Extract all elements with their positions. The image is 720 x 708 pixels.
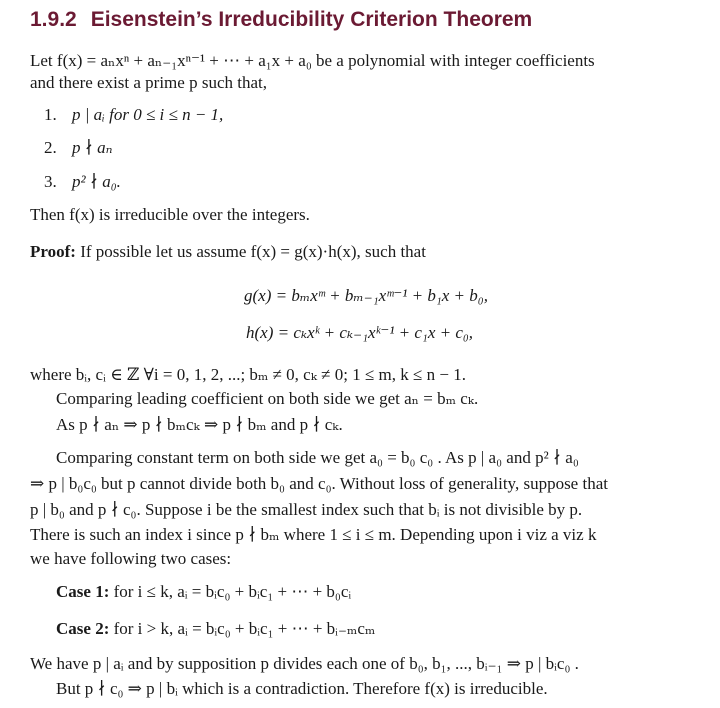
case-1-label: Case 1:: [56, 582, 110, 601]
condition-3: [44, 171, 121, 193]
section-number: 1.9.2: [30, 8, 77, 31]
proof-constant-term-5: we have following two cases:: [30, 549, 232, 568]
proof-label: Proof:: [30, 242, 76, 261]
proof-leading-divisibility: As p ∤ aₙ ⇒ p ∤ bₘcₖ ⇒ p ∤ bₘ and p ∤ cₖ.: [56, 415, 343, 434]
condition-1: [44, 104, 223, 126]
g-equation: g(x) = bₘxᵐ + bₘ₋₁xᵐ⁻¹ + b₁x + b₀,: [244, 286, 488, 305]
proof-assumption-line: [30, 241, 426, 263]
condition-2-number: 2.: [44, 138, 57, 157]
case-2-text: for i > k, aᵢ = bᵢc₀ + bᵢc₁ + ⋯ + bᵢ₋ₘcₘ: [113, 619, 376, 638]
case-1-text: for i ≤ k, aᵢ = bᵢc₀ + bᵢc₁ + ⋯ + b₀cᵢ: [113, 582, 352, 601]
proof-constant-term-2: ⇒ p | b₀c₀ but p cannot divide both b₀ and c₀. Without loss of generality, suppose that: [30, 474, 608, 493]
condition-2-text: p ∤ aₙ: [72, 138, 113, 157]
section-title: Eisenstein’s Irreducibility Criterion Theorem: [90, 8, 533, 31]
proof-constant-term-3: p | b₀ and p ∤ c₀. Suppose i be the smallest index such that bᵢ is not divisible by p.: [30, 500, 583, 519]
h-equation: h(x) = cₖxᵏ + cₖ₋₁xᵏ⁻¹ + c₁x + c₀,: [246, 323, 474, 342]
proof-constant-term-4: There is such an index i since p ∤ bₘ where 1 ≤ i ≤ m. Depending upon i viz a viz k: [30, 525, 597, 544]
condition-3-number: 3.: [44, 172, 57, 191]
proof-assumption-text: If possible let us assume f(x) = g(x)·h(x), such that: [80, 242, 426, 261]
condition-3-text: p² ∤ a₀.: [72, 172, 121, 191]
case-1: [56, 581, 351, 603]
proof-leading-coefficient: Comparing leading coefficient on both side we get aₙ = bₘ cₖ.: [56, 389, 479, 408]
case-2-label: Case 2:: [56, 619, 110, 638]
theorem-intro-line-1: Let f(x) = aₙxⁿ + aₙ₋₁xⁿ⁻¹ + ⋯ + a₁x + a₀ be a polynomial with integer coefficients: [30, 51, 595, 70]
case-2: [56, 618, 375, 640]
condition-1-number: 1.: [44, 105, 57, 124]
proof-constant-term-1: Comparing constant term on both side we get a₀ = b₀ c₀ . As p | a₀ and p² ∤ a₀: [56, 448, 579, 467]
where-line: where bᵢ, cᵢ ∈ ℤ ∀i = 0, 1, 2, ...; bₘ ≠ 0, cₖ ≠ 0; 1 ≤ m, k ≤ n − 1.: [30, 365, 466, 384]
proof-final-line-1: We have p | aᵢ and by supposition p divides each one of b₀, b₁, ..., bᵢ₋₁ ⇒ p | bᵢc₀ .: [30, 654, 579, 673]
theorem-conclusion: Then f(x) is irreducible over the integers.: [30, 205, 310, 224]
condition-1-text: p | aᵢ for 0 ≤ i ≤ n − 1,: [72, 105, 224, 124]
section-heading: [30, 8, 532, 32]
theorem-intro-line-2: and there exist a prime p such that,: [30, 73, 267, 92]
proof-final-line-2: But p ∤ c₀ ⇒ p | bᵢ which is a contradiction. Therefore f(x) is irreducible.: [56, 679, 548, 698]
condition-2: [44, 137, 113, 159]
